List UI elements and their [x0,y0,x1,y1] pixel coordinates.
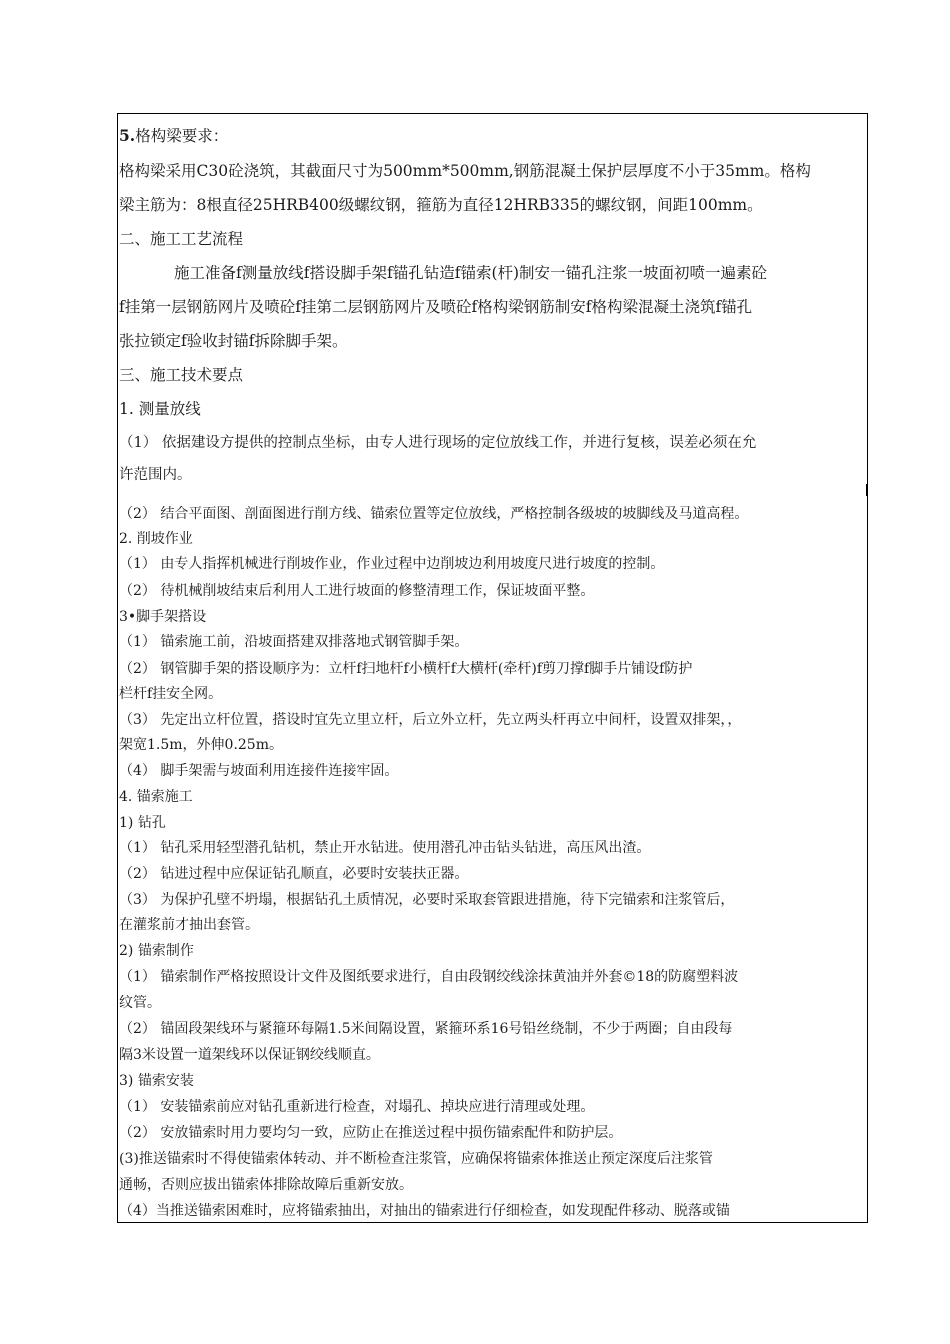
text-line: 4. 锚索施工 [119,789,193,805]
text-line: 在灌浆前才抽出套管。 [119,917,259,933]
document-frame [117,113,868,1223]
text-line: f挂第一层钢筋网片及喷砼f挂第二层钢筋网片及喷砼f格构梁钢筋制安f格构梁混凝土浇筑f锚孔 [119,298,753,316]
text-line: （1） 由专人指挥机械进行削坡作业，作业过程中边削坡边利用坡度尺进行坡度的控制。 [119,556,665,572]
text-line: 施工准备f测量放线f搭设脚手架f锚孔钻造f锚索(杆)制安一锚孔注浆一坡面初喷一遍素砼 [174,264,768,282]
text-line: 纹管。 [119,995,161,1011]
text-line: （2） 结合平面图、剖面图进行削方线、锚索位置等定位放线，严格控制各级坡的坡脚线及马道高程。 [119,506,749,522]
text-line: 1. 测量放线 [119,400,201,418]
text-line: （2） 安放锚索时用力要均匀一致，应防止在推送过程中损伤锚索配件和防护层。 [119,1125,623,1141]
text-line: （3） 为保护孔壁不坍塌，根据钻孔土质情况，必要时采取套管跟进措施，待下完锚索和注浆管后， [119,892,735,908]
text-line: （2） 锚固段架线环与紧箍环每隔1.5米间隔设置，紧箍环系16号铅丝绕制，不少于两圈；自由段每 [119,1021,733,1037]
text-line: (3)推送锚索时不得使锚索体转动、并不断检查注浆管，应确保将锚索体推送止预定深度后注浆管 [119,1151,713,1167]
text-line: 栏杆f挂安全网。 [119,686,223,702]
heading-number: 5. [119,126,136,145]
table-tick-mark [866,484,868,496]
text-line: （1） 锚索施工前，沿坡面搭建双排落地式钢管脚手架。 [119,634,469,650]
section-heading [119,126,865,146]
text-line: 2) 锚索制作 [119,943,194,959]
text-line: （1） 钻孔采用轻型潜孔钻机，禁止开水钻进。使用潜孔冲击钻头钻进，高压风出渣。 [119,840,651,856]
text-line: （2） 钻进过程中应保证钻孔顺直，必要时安装扶正器。 [119,866,469,882]
text-line: 3•脚手架搭设 [119,609,207,625]
text-line: 许范围内。 [119,467,192,483]
text-line: 梁主筋为：8根直径25HRB400级螺纹钢，箍筋为直径12HRB335的螺纹钢，间距100mm。 [119,196,763,214]
text-line: 张拉锁定f验收封锚f拆除脚手架。 [119,332,348,350]
text-line: 三、施工技术要点 [119,366,244,384]
text-line: （1） 锚索制作严格按照设计文件及图纸要求进行，自由段钢绞线涂抹黄油并外套©18的防腐塑料波 [119,969,739,985]
text-line: 2. 削坡作业 [119,531,193,547]
text-line: （3） 先定出立杆位置，搭设时宜先立里立杆，后立外立杆，先立两头杆再立中间杆，设置双排架，， [119,712,742,728]
text-line: （4）当推送锚索困难时，应将锚索抽出，对抽出的锚索进行仔细检查，如发现配件移动、脱落或锚 [119,1203,730,1219]
text-line: （2） 钢管脚手架的搭设顺序为：立杆f扫地杆f小横杆f大横杆(牵杆)f剪刀撑f脚手片铺设f防护 [119,661,693,677]
text-line: 通畅，否则应拔出锚索体排除故障后重新安放。 [119,1177,413,1193]
text-line: 格构梁采用C30砼浇筑，其截面尺寸为500mm*500mm,钢筋混凝土保护层厚度不小于35mm。格构 [119,162,811,180]
text-line: （1） 安装锚索前应对钻孔重新进行检查，对塌孔、掉块应进行清理或处理。 [119,1099,595,1115]
text-line: （4） 脚手架需与坡面利用连接件连接牢固。 [119,763,399,779]
text-line: （2） 待机械削坡结束后利用人工进行坡面的修整清理工作，保证坡面平整。 [119,583,595,599]
text-line: 1) 钻孔 [119,815,166,831]
heading-text: 格构梁要求： [135,127,229,145]
text-line: 3) 锚索安装 [119,1073,194,1089]
text-line: 二、施工工艺流程 [119,230,244,248]
text-line: （1） 依据建设方提供的控制点坐标，由专人进行现场的定位放线工作，并进行复核，误差必须在允 [119,435,757,451]
text-line: 架宽1.5m，外伸0.25m。 [119,737,283,753]
text-line: 隔3米设置一道架线环以保证钢绞线顺直。 [119,1047,380,1063]
